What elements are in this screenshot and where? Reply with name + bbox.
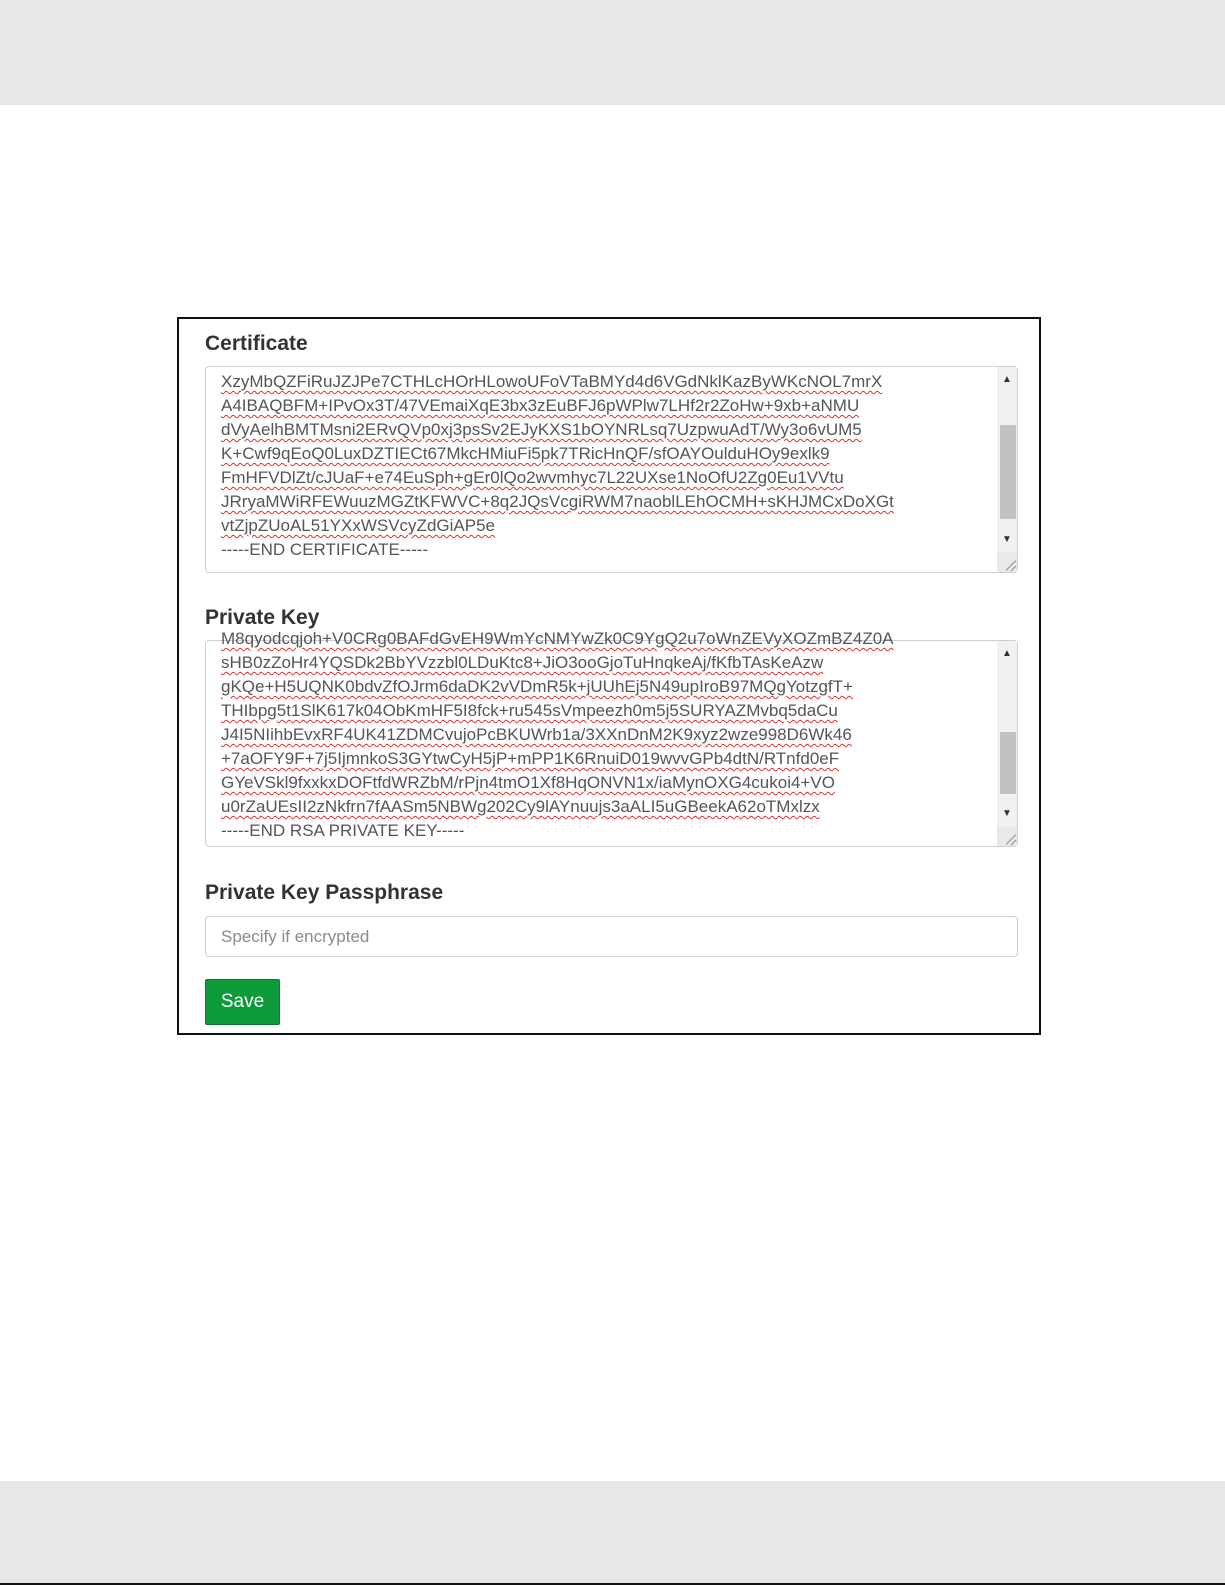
text-line: A4IBAQBFM+IPvOx3T/47VEmaiXqE3bx3zEuBFJ6pWPlw7LHf2r2ZoHw+9xb+aNMU [221, 396, 860, 415]
text-line: J4I5NIihbEvxRF4UK41ZDMCvujoPcBKUWrb1a/3XXnDnM2K9xyz2wze998D6Wk46 [221, 725, 852, 744]
top-band [0, 0, 1225, 105]
text-line: +7aOFY9F+7j5IjmnkoS3GYtwCyH5jP+mPP1K6RnuiD019wvvGPb4dtN/RTnfd0eF [221, 749, 840, 768]
text-line: sHB0zZoHr4YQSDk2BbYVzzbl0LDuKtc8+JiO3ooGjoTuHnqkeAj/fKfbTAsKeAzw [221, 653, 824, 672]
certificate-label: Certificate [205, 332, 308, 355]
scroll-up-icon[interactable]: ▲ [1002, 374, 1012, 385]
resize-grip-icon[interactable] [997, 826, 1017, 846]
scroll-down-icon[interactable]: ▼ [1002, 534, 1012, 545]
text-line: u0rZaUEsII2zNkfrn7fAASm5NBWg202Cy9lAYnuujs3aALI5uGBeekA62oTMxlzx [221, 797, 820, 816]
text-line: -----END CERTIFICATE----- [221, 540, 429, 559]
text-line: THIbpg5t1SlK617k04ObKmHF5I8fck+ru545sVmpeezh0m5j5SURYAZMvbq5daCu [221, 701, 838, 720]
text-line: GYeVSkl9fxxkxDOFtfdWRZbM/rPjn4tmO1Xf8HqONVN1x/iaMynOXG4cukoi4+VO [221, 773, 835, 792]
text-line: vtZjpZUoAL51YXxWSVcyZdGiAP5e [221, 516, 495, 535]
private-key-scrollbar[interactable] [997, 641, 1017, 846]
text-line: -----END RSA PRIVATE KEY----- [221, 821, 465, 840]
resize-grip-icon[interactable] [997, 552, 1017, 572]
scroll-thumb[interactable] [1000, 425, 1016, 519]
bottom-band [0, 1481, 1225, 1585]
private-key-text [221, 627, 993, 843]
certificate-form-panel [177, 317, 1041, 1035]
scroll-down-icon[interactable]: ▼ [1002, 808, 1012, 819]
passphrase-label: Private Key Passphrase [205, 881, 444, 904]
text-line: dVyAelhBMTMsni2ERvQVp0xj3psSv2EJyKXS1bOYNRLsq7UzpwuAdT/Wy3o6vUM5 [221, 420, 862, 439]
scroll-up-icon[interactable]: ▲ [1002, 648, 1012, 659]
certificate-text [221, 370, 993, 562]
text-line: XzyMbQZFiRuJZJPe7CTHLcHOrHLowoUFoVTaBMYd4d6VGdNklKazByWKcNOL7mrX [221, 372, 883, 391]
certificate-scrollbar[interactable] [997, 367, 1017, 572]
certificate-textarea[interactable] [205, 366, 1018, 573]
private-key-textarea[interactable] [205, 629, 1018, 847]
text-line: M8qyodcqjoh+V0CRg0BAFdGvEH9WmYcNMYwZk0C9YgQ2u7oWnZEVyXOZmBZ4Z0A [221, 629, 894, 648]
text-line: JRryaMWiRFEWuuzMGZtKFWVC+8q2JQsVcgiRWM7naoblLEhOCMH+sKHJMCxDoXGt [221, 492, 894, 511]
private-key-label: Private Key [205, 606, 320, 629]
passphrase-input[interactable] [205, 916, 1018, 957]
text-line: gKQe+H5UQNK0bdvZfOJrm6daDK2vVDmR5k+jUUhEj5N49upIroB97MQgYotzgfT+ [221, 677, 853, 696]
save-button[interactable]: Save [205, 979, 280, 1025]
text-line: FmHFVDlZt/cJUaF+e74EuSph+gEr0lQo2wvmhyc7L22UXse1NoOfU2Zg0Eu1VVtu [221, 468, 844, 487]
scroll-thumb[interactable] [1000, 732, 1016, 794]
text-line: K+Cwf9qEoQ0LuxDZTIECt67MkcHMiuFi5pk7TRicHnQF/sfOAYOulduHOy9exlk9 [221, 444, 830, 463]
